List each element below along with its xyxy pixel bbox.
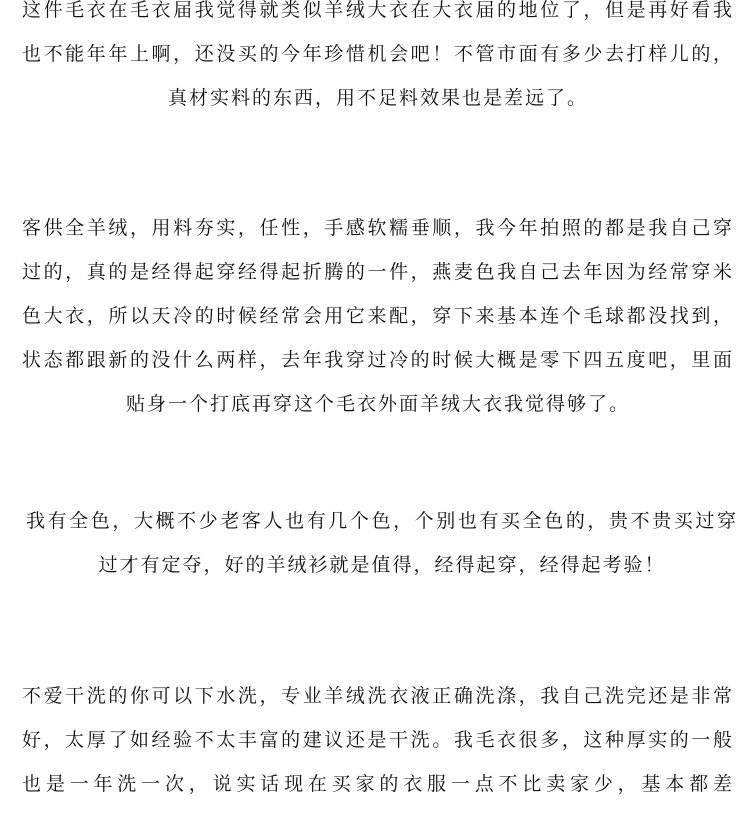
paragraph-3: 我有全色，大概不少老客人也有几个色，个别也有买全色的，贵不贵买过穿过才有定夺，好的羊绒衫就是值得，经得起穿，经得起考验！ (26, 510, 738, 576)
paragraph-4: 不爱干洗的你可以下水洗，专业羊绒洗衣液正确洗涤，我自己洗完还是非常好，太厚了如经验不太丰富的建议还是干洗。我毛衣很多，这种厚实的一般也是一年洗一次，说实话现在买家的衣服一点不比卖家少，基本都差 (22, 685, 734, 795)
paragraph-2: 客供全羊绒，用料夯实，任性，手感软糯垂顺，我今年拍照的都是我自己穿过的，真的是经得起穿经得起折腾的一件，燕麦色我自己去年因为经常穿米色大衣，所以天冷的时候经常会用它来配，穿下来基本连个毛球都没找到，状态都跟新的没什么两样，去年我穿过冷的时候大概是零下四五度吧，里面贴身一个打底再穿这个毛衣外面羊绒大衣我觉得够了。 (22, 217, 734, 415)
paragraph-1: 这件毛衣在毛衣届我觉得就类似羊绒大衣在大衣届的地位了，但是再好看我也不能年年上啊，还没买的今年珍惜机会吧！不管市面有多少去打样儿的，真材实料的东西，用不足料效果也是差远了。 (22, 0, 734, 109)
